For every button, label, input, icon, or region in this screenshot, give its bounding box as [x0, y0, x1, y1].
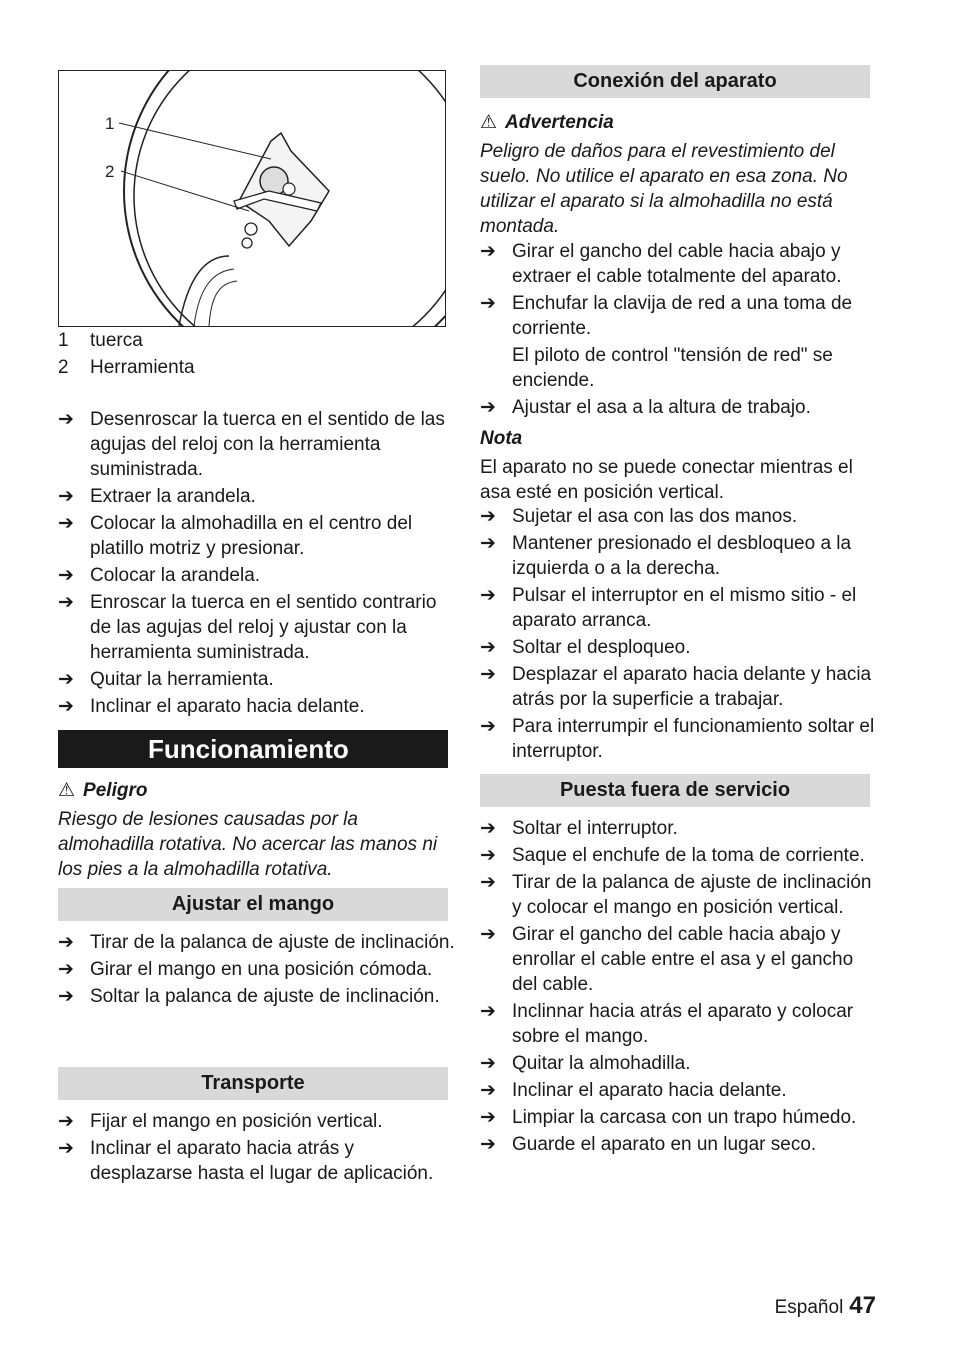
list-item: ➔ Inclinar el aparato hacia atrás y desplazarse hasta el lugar de aplicación.	[58, 1138, 434, 1184]
note-text: El aparato no se puede conectar mientras el asa esté en posición vertical.	[480, 457, 853, 503]
legend-item	[58, 355, 438, 382]
footer-language: Español	[774, 1297, 844, 1318]
list-item: ➔ Extraer la arandela.	[58, 486, 256, 507]
callout-1: 1	[105, 114, 115, 133]
arrow-icon: ➔	[480, 1001, 496, 1022]
list-item: ➔ Limpiar la carcasa con un trapo húmedo.	[480, 1107, 857, 1128]
subsection-title-transporte: Transporte	[58, 1067, 448, 1100]
conexion-steps	[480, 239, 880, 422]
arrow-icon: ➔	[480, 1107, 496, 1128]
arrow-icon: ➔	[58, 409, 74, 430]
arrow-icon: ➔	[58, 513, 74, 534]
list-item: ➔ Para interrumpir el funcionamiento soltar el interruptor.	[480, 716, 875, 762]
arrow-icon: ➔	[480, 1053, 496, 1074]
arrow-icon: ➔	[480, 872, 496, 893]
arrow-icon: ➔	[480, 664, 496, 685]
arrow-icon: ➔	[58, 592, 74, 613]
arrow-icon: ➔	[58, 565, 74, 586]
list-item: ➔ Soltar el desploqueo.	[480, 637, 691, 658]
list-item: ➔ Tirar de la palanca de ajuste de inclinación.	[58, 932, 455, 953]
arrow-icon: ➔	[480, 1134, 496, 1155]
arrow-icon: ➔	[480, 818, 496, 839]
figure-legend	[58, 328, 438, 382]
ajustar-steps	[58, 930, 458, 1011]
pad-drive-drawing	[59, 71, 445, 326]
list-item: ➔ Sujetar el asa con las dos manos.	[480, 506, 798, 527]
arrow-icon: ➔	[480, 637, 496, 658]
arrow-icon: ➔	[480, 241, 496, 262]
device-illustration	[58, 70, 446, 327]
arrow-icon: ➔	[58, 1138, 74, 1159]
danger-title: ⚠ Peligro	[58, 780, 148, 801]
transporte-steps	[58, 1109, 458, 1188]
arrow-icon: ➔	[58, 959, 74, 980]
list-item: ➔ Inclinnar hacia atrás el aparato y colocar sobre el mango.	[480, 1001, 854, 1047]
warning-text: Peligro de daños para el revestimiento del suelo. No utilice el aparato en esa zona. No utilizar el aparato si la almohadilla no está montada.	[480, 141, 848, 237]
section-title-funcionamiento: Funcionamiento	[58, 730, 448, 768]
list-item: ➔ Inclinar el aparato hacia delante.	[480, 1080, 787, 1101]
list-item: ➔ Girar el mango en una posición cómoda.	[58, 959, 433, 980]
list-item: ➔ Colocar la almohadilla en el centro del platillo motriz y presionar.	[58, 513, 413, 559]
list-item: ➔ Desplazar el aparato hacia delante y hacia atrás por la superficie a trabajar.	[480, 664, 872, 710]
puesta-steps	[480, 816, 880, 1159]
list-item: ➔ Mantener presionado el desbloqueo a la izquierda o a la derecha.	[480, 533, 852, 579]
list-item: ➔ Saque el enchufe de la toma de corriente.	[480, 845, 865, 866]
legend-label: tuerca	[90, 330, 143, 351]
callout-2: 2	[105, 162, 115, 181]
arrow-icon: ➔	[480, 397, 496, 418]
note-title: Nota	[480, 428, 523, 449]
arrow-icon: ➔	[480, 585, 496, 606]
warning-title: ⚠ Advertencia	[480, 112, 614, 133]
warning-triangle-icon: ⚠	[480, 112, 498, 133]
list-item: ➔ Girar el gancho del cable hacia abajo y extraer el cable totalmente del aparato.	[480, 241, 842, 287]
list-item: ➔ Fijar el mango en posición vertical.	[58, 1111, 383, 1132]
list-item: ➔ Soltar el interruptor.	[480, 818, 678, 839]
list-item: ➔ Ajustar el asa a la altura de trabajo.	[480, 397, 811, 418]
subsection-title-puesta: Puesta fuera de servicio	[480, 774, 870, 807]
subsection-title-conexion: Conexión del aparato	[480, 65, 870, 98]
legend-label: Herramienta	[90, 357, 195, 378]
list-item: ➔ Tirar de la palanca de ajuste de inclinación y colocar el mango en posición vertical.	[480, 872, 872, 918]
list-item: ➔ Soltar la palanca de ajuste de inclinación.	[58, 986, 440, 1007]
arrow-icon: ➔	[58, 1111, 74, 1132]
list-item: ➔ Guarde el aparato en un lugar seco.	[480, 1134, 817, 1155]
list-item: ➔ Girar el gancho del cable hacia abajo y enrollar el cable entre el asa y el gancho del cable.	[480, 924, 854, 995]
arrow-icon: ➔	[58, 669, 74, 690]
list-item: ➔ Inclinar el aparato hacia delante.	[58, 696, 365, 717]
arrow-icon: ➔	[480, 533, 496, 554]
arrow-icon: ➔	[58, 486, 74, 507]
arrow-icon: ➔	[480, 845, 496, 866]
legend-number: 2	[58, 357, 69, 378]
list-item: ➔ Colocar la arandela.	[58, 565, 261, 586]
subsection-title-ajustar: Ajustar el mango	[58, 888, 448, 921]
list-item: ➔ Enroscar la tuerca en el sentido contrario de las agujas del reloj y ajustar con la herramienta suministrada.	[58, 592, 437, 663]
arrow-icon: ➔	[480, 506, 496, 527]
arrow-icon: ➔	[480, 924, 496, 945]
list-item: ➔ Pulsar el interruptor en el mismo sitio - el aparato arranca.	[480, 585, 857, 631]
legend-item	[58, 328, 438, 355]
list-item: ➔ Quitar la herramienta.	[58, 669, 274, 690]
list-item: ➔ Desenroscar la tuerca en el sentido de las agujas del reloj con la herramienta suministrada.	[58, 409, 445, 480]
step-note: El piloto de control "tensión de red" se enciende.	[512, 345, 833, 391]
operation-steps	[480, 504, 880, 766]
list-item: ➔ Enchufar la clavija de red a una toma de corriente.	[480, 293, 853, 339]
arrow-icon: ➔	[58, 932, 74, 953]
page-number: 47	[849, 1292, 876, 1319]
page-footer	[775, 1293, 876, 1320]
legend-number: 1	[58, 330, 69, 351]
warning-triangle-icon: ⚠	[58, 780, 76, 801]
assembly-steps	[58, 407, 458, 721]
arrow-icon: ➔	[480, 716, 496, 737]
list-item: ➔ Quitar la almohadilla.	[480, 1053, 691, 1074]
arrow-icon: ➔	[480, 1080, 496, 1101]
arrow-icon: ➔	[480, 293, 496, 314]
danger-text: Riesgo de lesiones causadas por la almohadilla rotativa. No acercar las manos ni los pies a la almohadilla rotativa.	[58, 809, 438, 880]
arrow-icon: ➔	[58, 986, 74, 1007]
arrow-icon: ➔	[58, 696, 74, 717]
